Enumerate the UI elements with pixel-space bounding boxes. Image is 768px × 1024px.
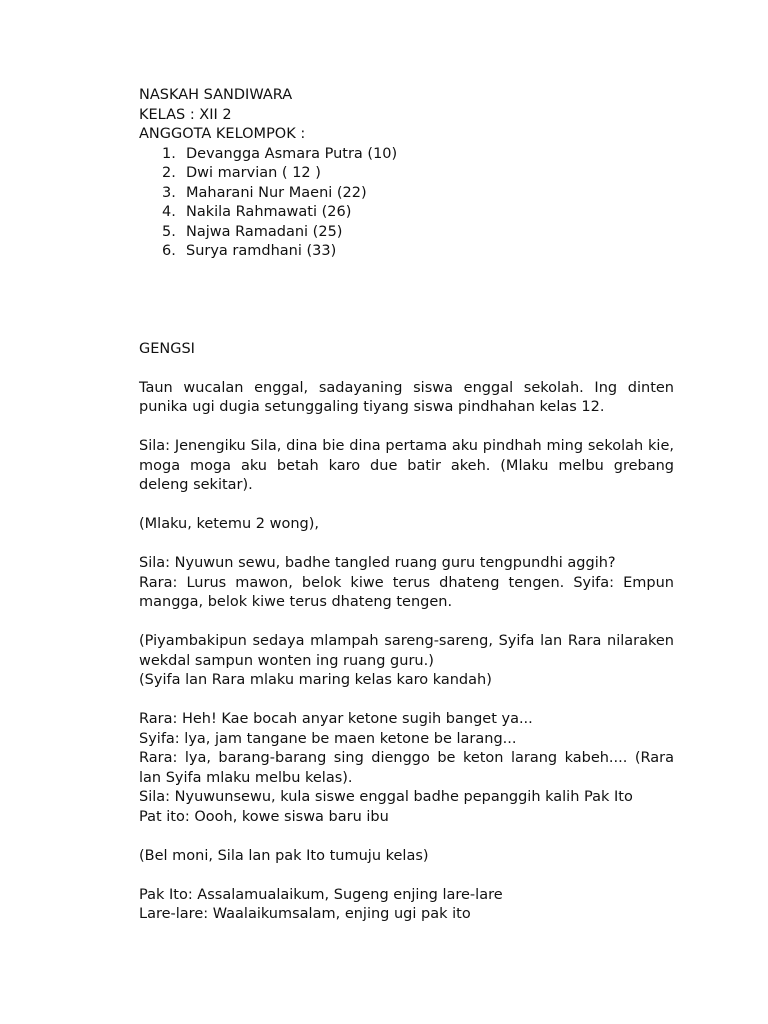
spacer — [139, 496, 674, 516]
paragraph-intro: Taun wucalan enggal, sadayaning siswa enggal sekolah. Ing dinten punika ugi dugia setunggaling tiyang siswa pindhahan kelas 12. — [139, 379, 674, 415]
spacer — [139, 359, 674, 379]
spacer — [139, 691, 674, 711]
document-title: NASKAH SANDIWARA — [139, 87, 293, 103]
document-body — [139, 86, 674, 925]
dialogue-line: Rara: Heh! Kae bocah anyar ketone sugih banget ya... — [139, 711, 533, 727]
member-name: Dwi marvian ( 12 ) — [186, 165, 321, 181]
paragraph-sila: Sila: Jenengiku Sila, dina bie dina pertama aku pindhah ming sekolah kie, moga moga aku betah karo due batir akeh. (Mlaku melbu grebang deleng sekitar). — [139, 438, 674, 493]
group-label: ANGGOTA KELOMPOK : — [139, 126, 306, 142]
list-number: 3. — [162, 184, 176, 201]
stage-direction: (Bel moni, Sila lan pak Ito tumuju kelas) — [139, 847, 429, 864]
spacer — [139, 262, 674, 340]
spacer — [139, 418, 674, 438]
member-name: Maharani Nur Maeni (22) — [186, 184, 367, 201]
spacer — [139, 535, 674, 555]
stage-direction: (Piyambakipun sedaya mlampah sareng-sareng, Syifa lan Rara nilaraken wekdal sampun wonten ing ruang guru.) — [139, 633, 674, 669]
class-line: KELAS : XII 2 — [139, 106, 232, 123]
dialogue-line: Pak Ito: Assalamualaikum, Sugeng enjing lare-lare — [139, 886, 503, 903]
spacer — [139, 827, 674, 847]
list-item — [139, 164, 674, 184]
list-item — [139, 223, 674, 243]
dialogue-line: Pat ito: Oooh, kowe siswa baru ibu — [139, 808, 389, 825]
dialogue-line: Sila: Nyuwun sewu, badhe tangled ruang guru tengpundhi aggih? — [139, 555, 616, 571]
dialogue-line: Syifa: lya, jam tangane be maen ketone be larang... — [139, 730, 517, 747]
list-number: 5. — [162, 223, 176, 240]
list-number: 6. — [162, 243, 176, 259]
member-name: Nakila Rahmawati (26) — [186, 204, 352, 220]
member-name: Surya ramdhani (33) — [186, 243, 337, 259]
dialogue-line: Rara: lya, barang-barang sing dienggo be keton larang kabeh.... (Rara lan Syifa mlaku melbu kelas). — [139, 750, 674, 786]
spacer — [139, 613, 674, 633]
stage-direction: (Mlaku, ketemu 2 wong), — [139, 516, 319, 532]
list-number: 2. — [162, 165, 176, 181]
list-number: 1. — [162, 145, 176, 162]
dialogue-line: Sila: Nyuwunsewu, kula siswe enggal badhe pepanggih kalih Pak Ito — [139, 789, 633, 805]
stage-direction: (Syifa lan Rara mlaku maring kelas karo kandah) — [139, 672, 492, 688]
list-item — [139, 203, 674, 223]
member-name: Najwa Ramadani (25) — [186, 223, 343, 240]
spacer — [139, 866, 674, 886]
list-item — [139, 184, 674, 204]
script-title: GENGSI — [139, 340, 195, 357]
list-item — [139, 242, 674, 262]
dialogue-line: Rara: Lurus mawon, belok kiwe terus dhateng tengen. Syifa: Empun mangga, belok kiwe terus dhateng tengen. — [139, 574, 674, 610]
list-item — [139, 145, 674, 165]
list-number: 4. — [162, 204, 176, 220]
member-list — [139, 145, 674, 262]
member-name: Devangga Asmara Putra (10) — [186, 145, 398, 162]
dialogue-line: Lare-lare: Waalaikumsalam, enjing ugi pak ito — [139, 906, 471, 922]
